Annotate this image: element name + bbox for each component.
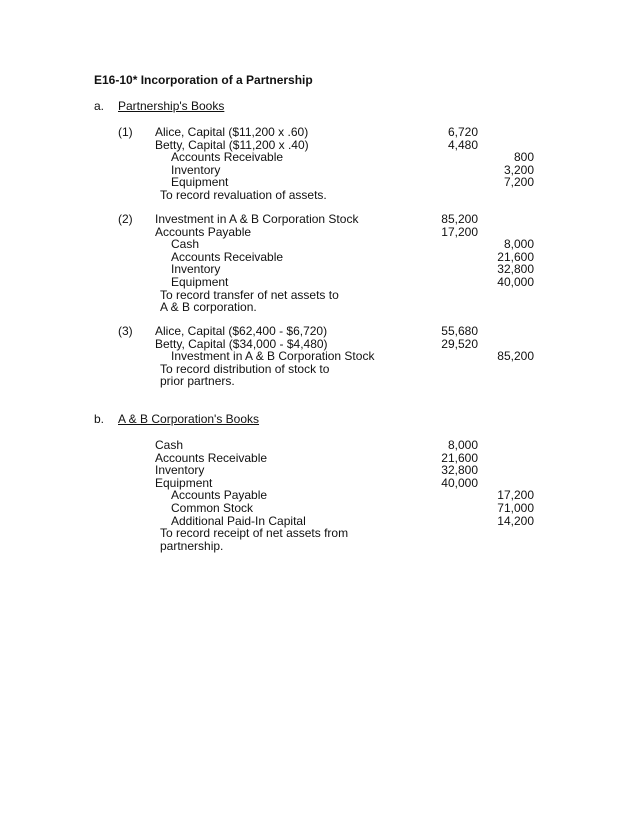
account-name: Common Stock [171, 501, 254, 515]
account-name: Accounts Payable [155, 224, 252, 239]
account-name: Equipment [171, 275, 229, 289]
section-a-letter: a. [94, 99, 105, 113]
journal-line [0, 126, 638, 139]
entry-number: (1) [118, 125, 133, 139]
debit-amount: 32,800 [441, 463, 478, 478]
credit-amount: 85,200 [497, 349, 534, 364]
credit-amount: 14,200 [497, 513, 534, 528]
entry-explanation: To record revaluation of assets. [160, 188, 327, 202]
journal-line [0, 276, 638, 289]
debit-amount: 4,480 [447, 137, 478, 152]
credit-amount: 32,800 [497, 262, 534, 277]
journal-line [0, 238, 638, 251]
entry-number: (2) [118, 212, 133, 226]
account-name: Inventory [171, 262, 221, 277]
section-a-heading: Partnership's Books [118, 99, 225, 113]
entry-explanation: partnership. [160, 538, 224, 553]
account-name: Alice, Capital ($62,400 - $6,720) [155, 324, 328, 338]
journal-line [0, 213, 638, 226]
journal-line [0, 464, 638, 477]
credit-amount: 40,000 [497, 275, 534, 289]
journal-line [0, 164, 638, 177]
entry-explanation: prior partners. [160, 374, 235, 389]
journal-line [0, 301, 638, 314]
entry-explanation: To record transfer of net assets to [160, 287, 339, 302]
account-name: Inventory [171, 162, 221, 177]
journal-line [0, 502, 638, 515]
debit-amount: 17,200 [441, 224, 478, 239]
entry-explanation: To record distribution of stock to [160, 361, 330, 376]
entry-explanation: A & B corporation. [160, 300, 257, 315]
entry-number: (3) [118, 324, 133, 338]
account-name: Additional Paid-In Capital [171, 513, 306, 528]
account-name: Investment in A & B Corporation Stock [171, 349, 375, 364]
account-name: Accounts Receivable [155, 450, 268, 465]
journal-line [0, 251, 638, 264]
debit-amount: 29,520 [441, 336, 478, 351]
journal-line [0, 350, 638, 363]
account-name: Alice, Capital ($11,200 x .60) [155, 125, 309, 139]
journal-line [0, 477, 638, 490]
journal-line [0, 151, 638, 164]
journal-line [0, 363, 638, 376]
credit-amount: 8,000 [503, 237, 534, 252]
journal-line [0, 527, 638, 540]
account-name: Investment in A & B Corporation Stock [155, 212, 359, 226]
journal-line [0, 540, 638, 553]
journal-line [0, 189, 638, 202]
journal-line [0, 489, 638, 502]
section-b-heading: A & B Corporation's Books [118, 412, 260, 426]
entry-explanation: To record receipt of net assets from [160, 526, 349, 541]
account-name: Inventory [155, 463, 205, 478]
account-name: Cash [171, 237, 200, 252]
debit-amount: 8,000 [447, 438, 478, 452]
journal-line [0, 325, 638, 338]
journal-line [0, 452, 638, 465]
account-name: Accounts Receivable [171, 249, 284, 264]
credit-amount: 71,000 [497, 501, 534, 515]
account-name: Accounts Receivable [171, 150, 284, 165]
debit-amount: 40,000 [441, 475, 478, 490]
journal-line [0, 226, 638, 239]
account-name: Betty, Capital ($11,200 x .40) [155, 137, 309, 152]
debit-amount: 55,680 [441, 324, 478, 338]
credit-amount: 21,600 [497, 249, 534, 264]
credit-amount: 17,200 [497, 488, 534, 503]
account-name: Equipment [171, 175, 229, 190]
journal-line [0, 375, 638, 388]
account-name: Equipment [155, 475, 213, 490]
debit-amount: 21,600 [441, 450, 478, 465]
credit-amount: 7,200 [503, 175, 534, 190]
debit-amount: 85,200 [441, 212, 478, 226]
journal-line [0, 139, 638, 152]
account-name: Betty, Capital ($34,000 - $4,480) [155, 336, 328, 351]
page-title: E16-10* Incorporation of a Partnership [94, 73, 313, 87]
journal-line [0, 289, 638, 302]
journal-line [0, 263, 638, 276]
credit-amount: 800 [513, 150, 534, 165]
credit-amount: 3,200 [503, 162, 534, 177]
debit-amount: 6,720 [447, 125, 478, 139]
section-b-letter: b. [94, 412, 105, 426]
account-name: Cash [155, 438, 184, 452]
account-name: Accounts Payable [171, 488, 268, 503]
journal-line [0, 439, 638, 452]
